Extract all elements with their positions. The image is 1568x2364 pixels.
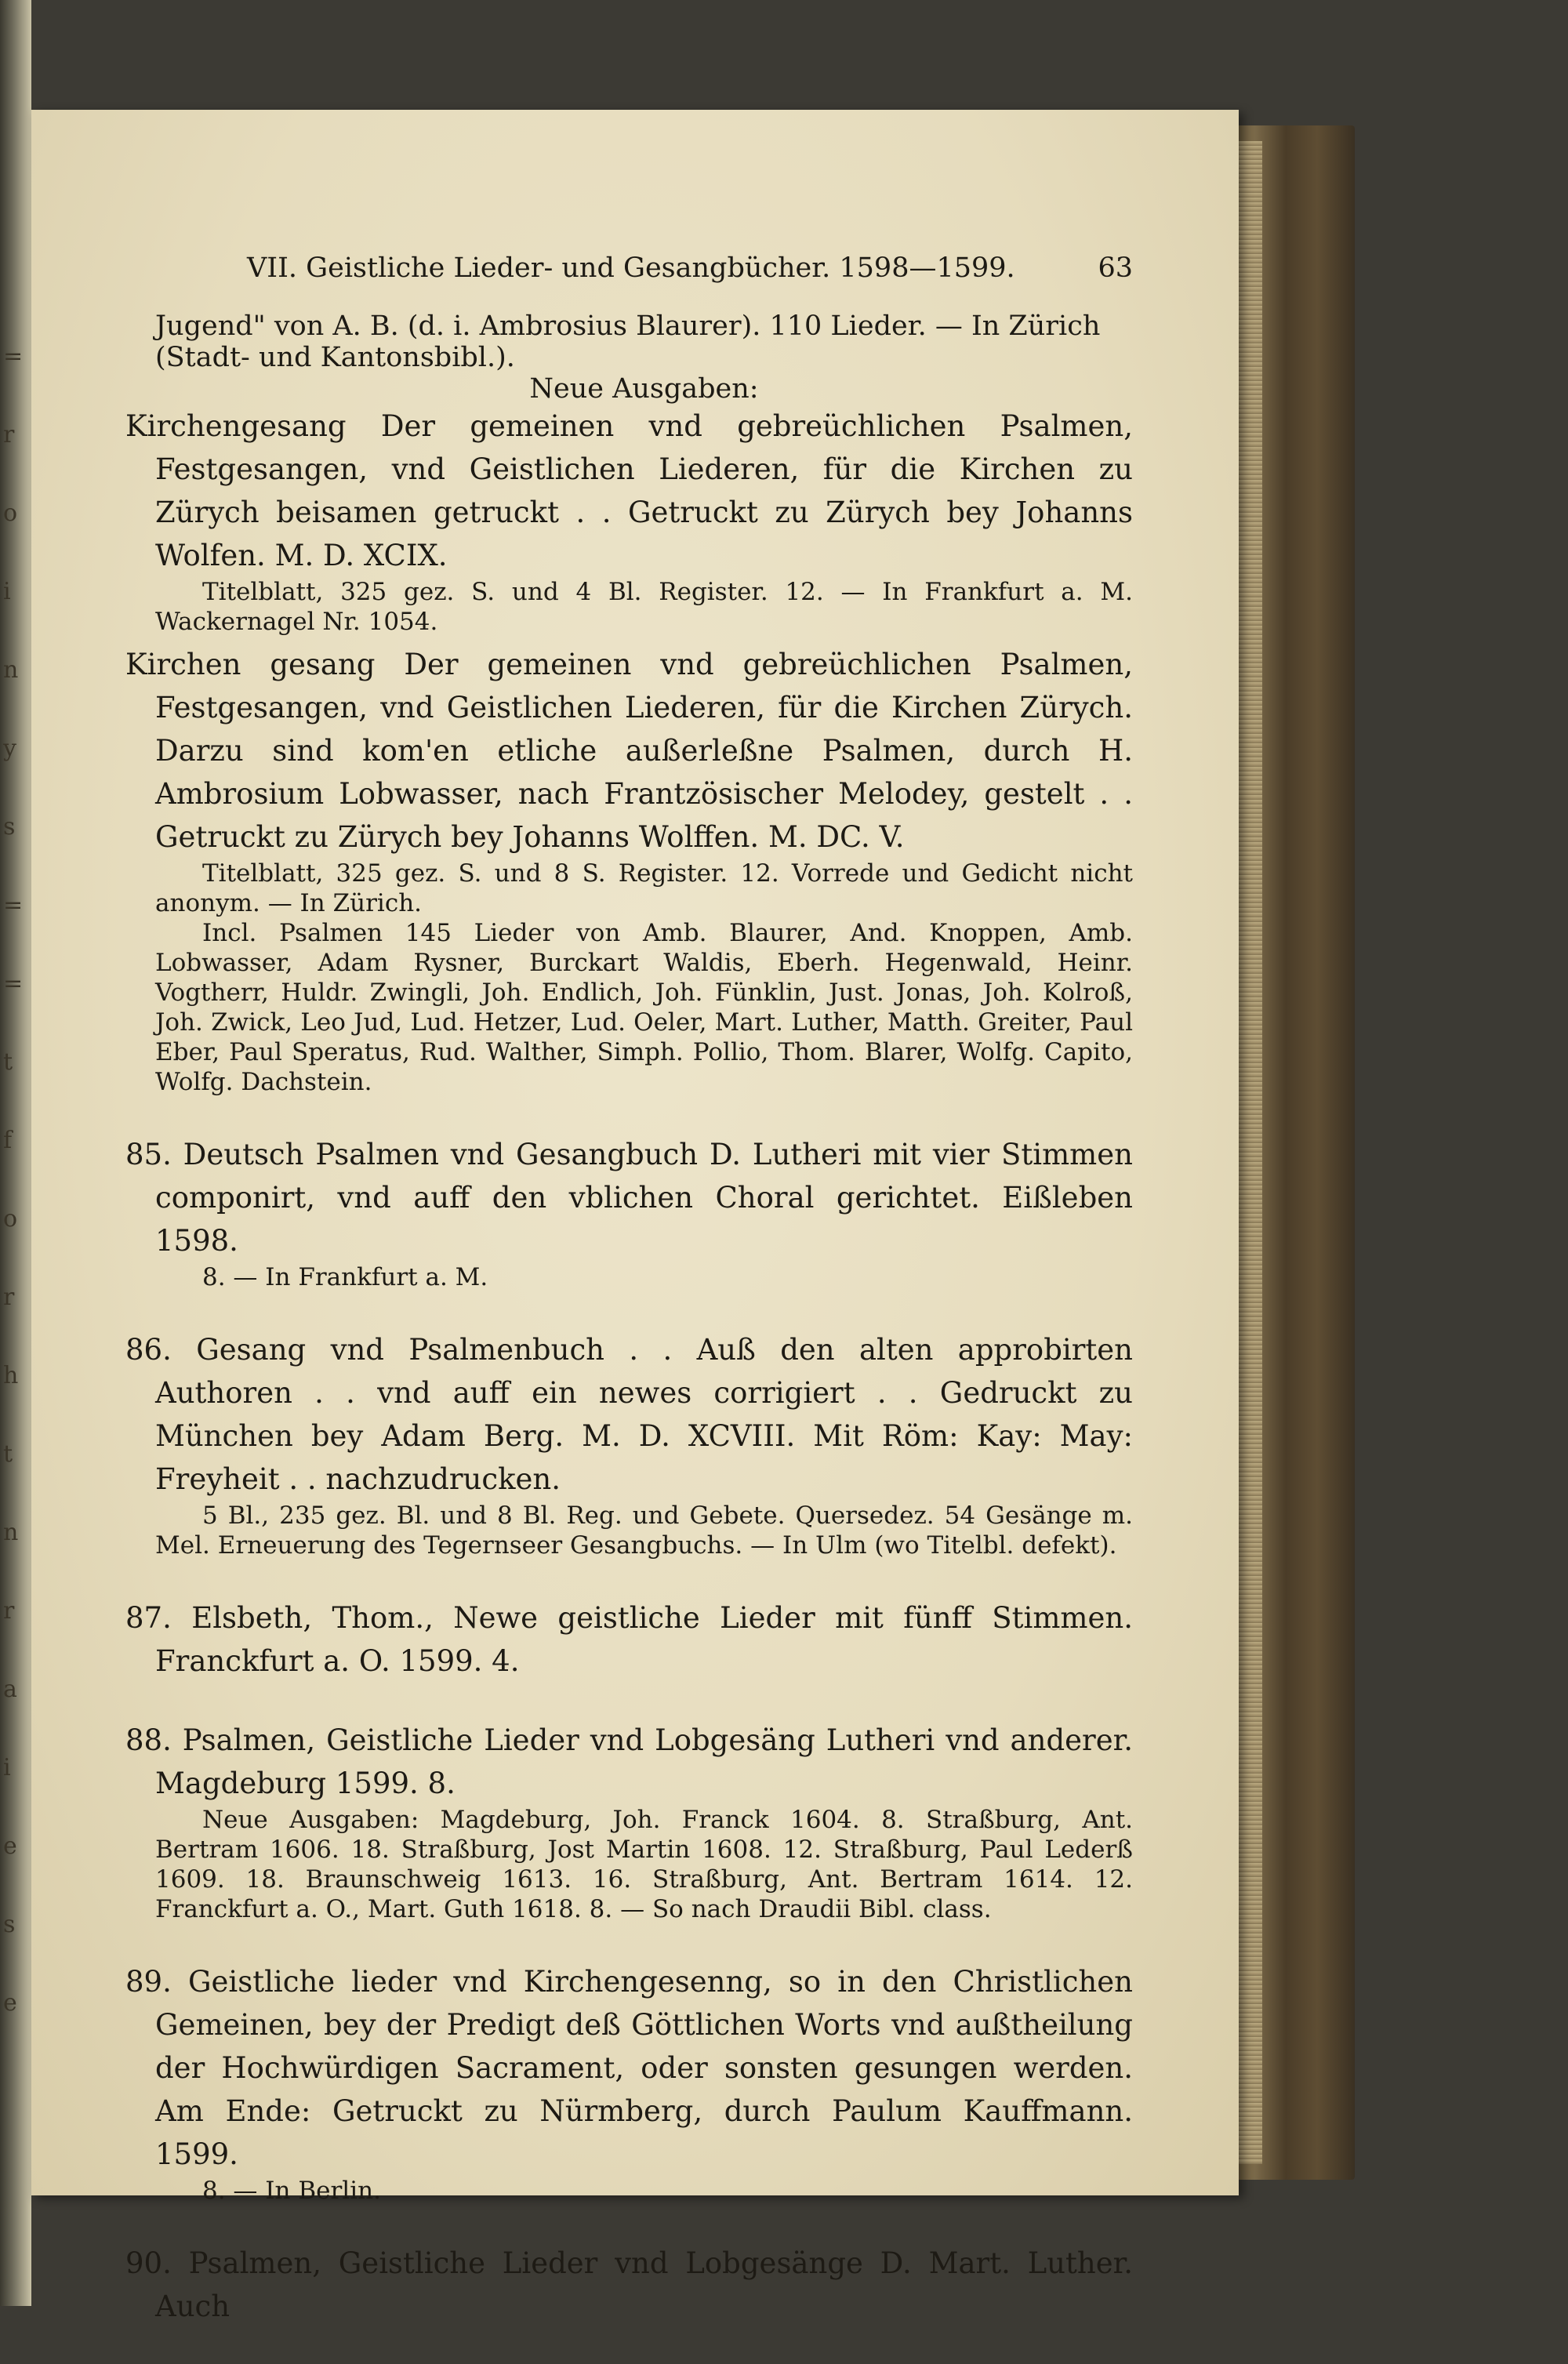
catalog-entry-86 [125, 1328, 1133, 1560]
margin-fragment: e [3, 1832, 17, 1860]
entry-title: 87. Elsbeth, Thom., Newe geistliche Lieder mit fünff Stimmen. Franckfurt a. O. 1599. 4. [125, 1601, 1133, 1678]
margin-fragment: n [3, 1519, 19, 1546]
margin-fragment: o [3, 1205, 18, 1233]
margin-fragment: r [3, 1284, 15, 1311]
catalog-entry-85 [125, 1133, 1133, 1292]
margin-fragment: n [3, 656, 19, 684]
margin-fragment: h [3, 1362, 19, 1389]
margin-fragment: a [3, 1676, 17, 1703]
continuation-line: (Stadt- und Kantonsbibl.). [155, 342, 515, 373]
margin-fragment: = [3, 970, 24, 997]
sub-entry-title: Kirchengesang Der gemeinen vnd gebreüchlichen Psalmen, Festgesangen, vnd Geistlichen Liederen, für die Kirchen zu Zürych beisamen getruckt . . Getruckt zu Zürych bey Johanns Wolfen. M. D. XCIX. [125, 409, 1133, 572]
margin-fragment: r [3, 421, 15, 448]
sub-entry-note: Titelblatt, 325 gez. S. und 4 Bl. Register. 12. — In Frankfurt a. M. Wackernagel Nr. 1054. [155, 578, 1133, 636]
margin-fragment: i [3, 578, 11, 605]
margin-fragment: = [3, 343, 24, 370]
entry-title: 90. Psalmen, Geistliche Lieder vnd Lobgesänge D. Mart. Luther. Auch [125, 2246, 1133, 2323]
entry-title: 88. Psalmen, Geistliche Lieder vnd Lobgesäng Lutheri vnd anderer. Magdeburg 1599. 8. [125, 1723, 1133, 1800]
catalog-entry-88 [125, 1719, 1133, 1924]
sub-entry-title: Kirchen gesang Der gemeinen vnd gebreüchlichen Psalmen, Festgesangen, vnd Geistlichen Liederen, für die Kirchen Zürych. Darzu sind kom'en etliche außerleßne Psalmen, durch H. Ambrosium Lobwasser, nach Frantzösischer Melodey, gestelt . . Getruckt zu Zürych bey Johanns Wolffen. M. DC. V. [125, 648, 1133, 854]
catalog-entry-89 [125, 1960, 1133, 2206]
sub-entry-incl: Incl. Psalmen 145 Lieder von Amb. Blaurer, And. Knoppen, Amb. Lobwasser, Adam Rysner, Burckart Waldis, Eberh. Hegenwald, Heinr. Vogtherr, Huldr. Zwingli, Joh. Endlich, Joh. Fünklin, Just. Jonas, Joh. Kolroß, Joh. Zwick, Leo Jud, Lud. Hetzer, Lud. Oeler, Mart. Luther, Matth. Greiter, Paul Eber, Paul Speratus, Rud. Walther, Simph. Pollio, Thom. Blarer, Wolfg. Capito, Wolfg. Dachstein. [155, 919, 1133, 1096]
entry-note: 5 Bl., 235 gez. Bl. und 8 Bl. Reg. und Gebete. Quersedez. 54 Gesänge m. Mel. Erneuerung des Tegernseer Gesangbuchs. — In Ulm (wo Titelbl. defekt). [155, 1502, 1133, 1560]
margin-fragment: t [3, 1440, 13, 1468]
sub-entry [125, 643, 1133, 1097]
margin-fragment: o [3, 499, 18, 527]
margin-fragment: s [3, 1911, 16, 1938]
entry-title: 89. Geistliche lieder vnd Kirchengesenng, so in den Christlichen Gemeinen, bey der Predigt deß Göttlichen Worts vnd außtheilung der Hochwürdigen Sacrament, oder sonsten gesungen werden. Am Ende: Getruckt zu Nürmberg, durch Paulum Kauffmann. 1599. [125, 1965, 1133, 2171]
running-header [125, 252, 1133, 284]
continuation-line: Jugend" von A. B. (d. i. Ambrosius Blaurer). 110 Lieder. — In Zürich [155, 310, 1101, 342]
previous-page-edge [0, 0, 31, 2306]
page-number: 63 [1098, 252, 1133, 284]
neue-ausgaben-heading: Neue Ausgaben: [529, 373, 759, 405]
book-page [31, 110, 1239, 2323]
margin-fragment: = [3, 891, 24, 919]
margin-fragment: s [3, 813, 16, 841]
margin-fragment: y [3, 735, 16, 762]
margin-fragment: t [3, 1048, 13, 1076]
entry-title: 85. Deutsch Psalmen vnd Gesangbuch D. Lutheri mit vier Stimmen componirt, vnd auff den vblichen Choral gerichtet. Eißleben 1598. [125, 1138, 1133, 1258]
entry-note: 8. — In Berlin. [202, 2177, 381, 2205]
margin-fragment: f [3, 1127, 13, 1154]
margin-fragment: e [3, 1989, 17, 2017]
entry-note: Neue Ausgaben: Magdeburg, Joh. Franck 1604. 8. Straßburg, Ant. Bertram 1606. 18. Straßburg, Jost Martin 1608. 12. Straßburg, Paul Lederß 1609. 18. Braunschweig 1613. 16. Straßburg, Ant. Bertram 1614. 12. Franckfurt a. O., Mart. Guth 1618. 8. — So nach Draudii Bibl. class. [155, 1806, 1133, 1923]
page-stack-edge [1239, 141, 1262, 2164]
catalog-entry-87 [125, 1596, 1133, 1683]
sub-entry-note: Titelblatt, 325 gez. S. und 8 S. Register. 12. Vorrede und Gedicht nicht anonym. — In Zürich. [155, 859, 1133, 917]
entry-title: 86. Gesang vnd Psalmenbuch . . Auß den alten approbirten Authoren . . vnd auff ein newes corrigiert . . Gedruckt zu München bey Adam Berg. M. D. XCVIII. Mit Röm: Kay: May: Freyheit . . nachzudrucken. [125, 1333, 1133, 1496]
margin-fragment: r [3, 1597, 15, 1625]
running-title: VII. Geistliche Lieder- und Gesangbücher. 1598—1599. [247, 252, 1015, 284]
entry-note: 8. — In Frankfurt a. M. [202, 1263, 488, 1291]
catalog-entry-90 [125, 2242, 1133, 2328]
sub-entry [125, 405, 1133, 637]
page-content [125, 252, 1133, 2364]
margin-fragment: i [3, 1754, 11, 1781]
